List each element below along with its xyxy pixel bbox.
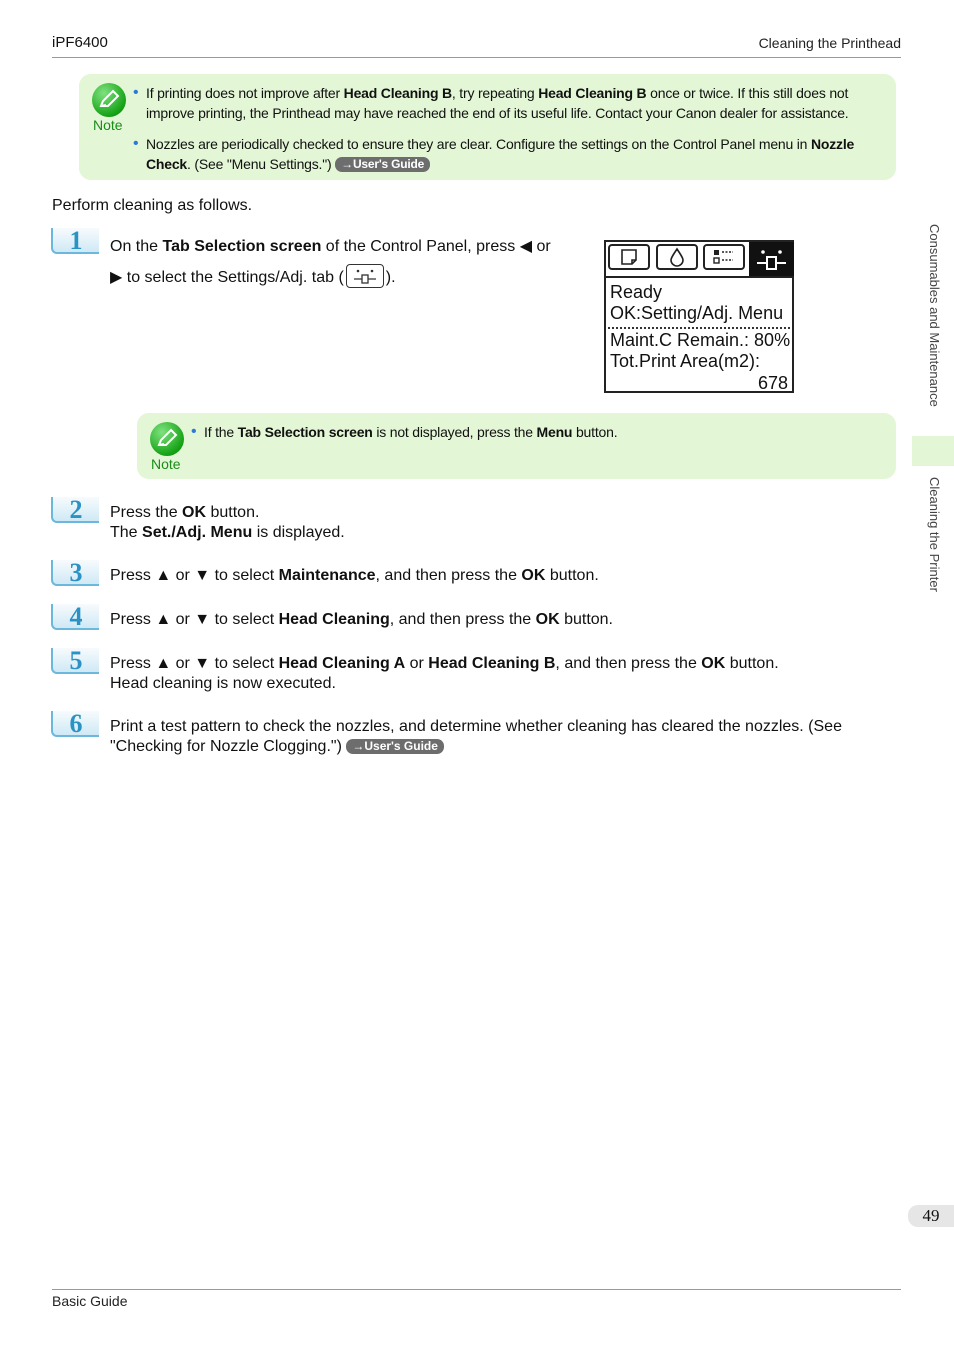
lcd-paper-tab-icon — [608, 244, 650, 270]
step-number-4 — [51, 604, 99, 630]
header-section-title: Cleaning the Printhead — [758, 35, 901, 51]
keyword: OK — [521, 567, 546, 584]
text: On the — [110, 238, 163, 255]
step-num: 6 — [69, 709, 83, 738]
keyword: Head Cleaning — [278, 611, 390, 628]
bullet-dot-icon: • — [133, 84, 139, 101]
keyword: Menu — [536, 424, 573, 440]
sidebar-chapter-label: Consumables and Maintenance — [927, 224, 942, 407]
control-panel-display — [604, 240, 794, 393]
step-number-2 — [51, 497, 99, 523]
text: Print a test pattern to check the nozzles, and determine whether cleaning has cleared the nozzles. (See — [110, 718, 842, 735]
note-label: Note — [93, 117, 123, 133]
note-label: Note — [151, 456, 181, 472]
text: or — [532, 238, 551, 255]
keyword: Maintenance — [278, 567, 376, 584]
lcd-maint-remain: Maint.C Remain.: 80% — [610, 330, 791, 350]
lcd-tab-bar — [606, 242, 792, 278]
keyword: Tab Selection screen — [237, 424, 373, 440]
bullet-dot-icon: • — [191, 423, 197, 440]
text: button. — [545, 567, 599, 584]
lcd-status-line: Ready — [610, 282, 663, 302]
text: If printing does not improve after — [146, 85, 344, 101]
text: Press the — [110, 504, 183, 521]
sidebar-chapter[interactable] — [926, 224, 944, 424]
sidebar-section[interactable] — [926, 477, 944, 607]
text: button. — [559, 611, 613, 628]
text: If the — [204, 424, 238, 440]
lcd-ink-tab-icon — [656, 244, 698, 270]
note-bullet-2 — [133, 134, 855, 174]
step-num: 5 — [69, 646, 83, 675]
page-number: 49 — [908, 1205, 954, 1227]
text: , and then press the — [555, 655, 702, 672]
text: or — [405, 655, 429, 672]
settings-adj-tab-icon — [346, 264, 384, 288]
text: of the Control Panel, press — [321, 238, 520, 255]
text: button. — [725, 655, 779, 672]
users-guide-link[interactable]: →User's Guide — [335, 157, 430, 172]
step-1-text — [110, 231, 580, 293]
text: improve printing, the Printhead may have reached the end of its useful life. Contact your Canon dealer for assistance. — [146, 105, 849, 121]
note-box-1 — [79, 74, 896, 180]
right-arrow-icon: ▶ — [110, 269, 123, 286]
header-divider — [52, 57, 901, 58]
lcd-print-area-value: 678 — [757, 373, 788, 393]
keyword: Check — [146, 156, 188, 172]
text: Press ▲ or ▼ to select — [110, 655, 279, 672]
left-arrow-icon: ◀ — [519, 238, 532, 255]
lcd-settings-tab-icon-selected — [749, 242, 794, 276]
text: button. — [572, 424, 618, 440]
text: once or twice. If this still does not — [646, 85, 849, 101]
keyword: Head Cleaning B — [343, 85, 452, 101]
text: Press ▲ or ▼ to select — [110, 567, 279, 584]
sidebar-section-label: Cleaning the Printer — [927, 477, 942, 592]
step-6-text — [110, 717, 890, 757]
text: ). — [385, 269, 396, 286]
keyword: Head Cleaning B — [428, 655, 556, 672]
step-num: 1 — [69, 226, 83, 255]
text: . (See "Menu Settings.") — [187, 156, 336, 172]
step-2-text — [110, 503, 345, 543]
step-3-text — [110, 566, 599, 586]
keyword: Tab Selection screen — [162, 238, 322, 255]
text: , and then press the — [389, 611, 536, 628]
step-number-3 — [51, 560, 99, 586]
step-number-5 — [51, 648, 99, 674]
users-guide-link[interactable]: →User's Guide — [346, 739, 444, 754]
step-5-text — [110, 654, 779, 694]
lcd-divider — [608, 327, 790, 329]
step-num: 4 — [69, 602, 83, 631]
lcd-menu-hint: OK:Setting/Adj. Menu — [610, 303, 784, 323]
sidebar-current-marker — [912, 436, 954, 466]
text: Nozzles are periodically checked to ensure they are clear. Configure the settings on the Control Panel menu in — [146, 136, 811, 152]
text: , try repeating — [451, 85, 539, 101]
keyword: OK — [701, 655, 726, 672]
text: button. — [206, 504, 260, 521]
text: Head cleaning is now executed. — [110, 675, 336, 692]
note-bullet-1 — [133, 83, 849, 123]
keyword: Nozzle — [810, 136, 855, 152]
keyword: Head Cleaning A — [278, 655, 406, 672]
lcd-job-tab-icon — [703, 244, 745, 270]
text: Press ▲ or ▼ to select — [110, 611, 279, 628]
keyword: Head Cleaning B — [538, 85, 647, 101]
keyword: Set./Adj. Menu — [142, 524, 253, 541]
note-box-2 — [137, 413, 896, 479]
note-pencil-icon — [150, 422, 184, 456]
lcd-print-area-label: Tot.Print Area(m2): — [610, 351, 761, 371]
text: is displayed. — [252, 524, 345, 541]
text: is not displayed, press the — [372, 424, 537, 440]
step-number-1 — [51, 228, 99, 254]
step-num: 2 — [69, 495, 83, 524]
keyword: OK — [535, 611, 560, 628]
keyword: OK — [182, 504, 207, 521]
intro-text: Perform cleaning as follows. — [52, 197, 253, 214]
bullet-dot-icon: • — [133, 135, 139, 152]
step-num: 3 — [69, 558, 83, 587]
note-bullet — [191, 422, 618, 442]
text: The — [110, 524, 143, 541]
step-number-6 — [51, 711, 99, 737]
text: "Checking for Nozzle Clogging.") — [110, 738, 347, 755]
header-model: iPF6400 — [52, 34, 108, 51]
step-4-text — [110, 610, 613, 630]
text: , and then press the — [375, 567, 522, 584]
note-pencil-icon — [92, 83, 126, 117]
text: to select the Settings/Adj. tab ( — [122, 269, 344, 286]
footer-title: Basic Guide — [52, 1293, 128, 1309]
footer-divider — [52, 1289, 901, 1290]
